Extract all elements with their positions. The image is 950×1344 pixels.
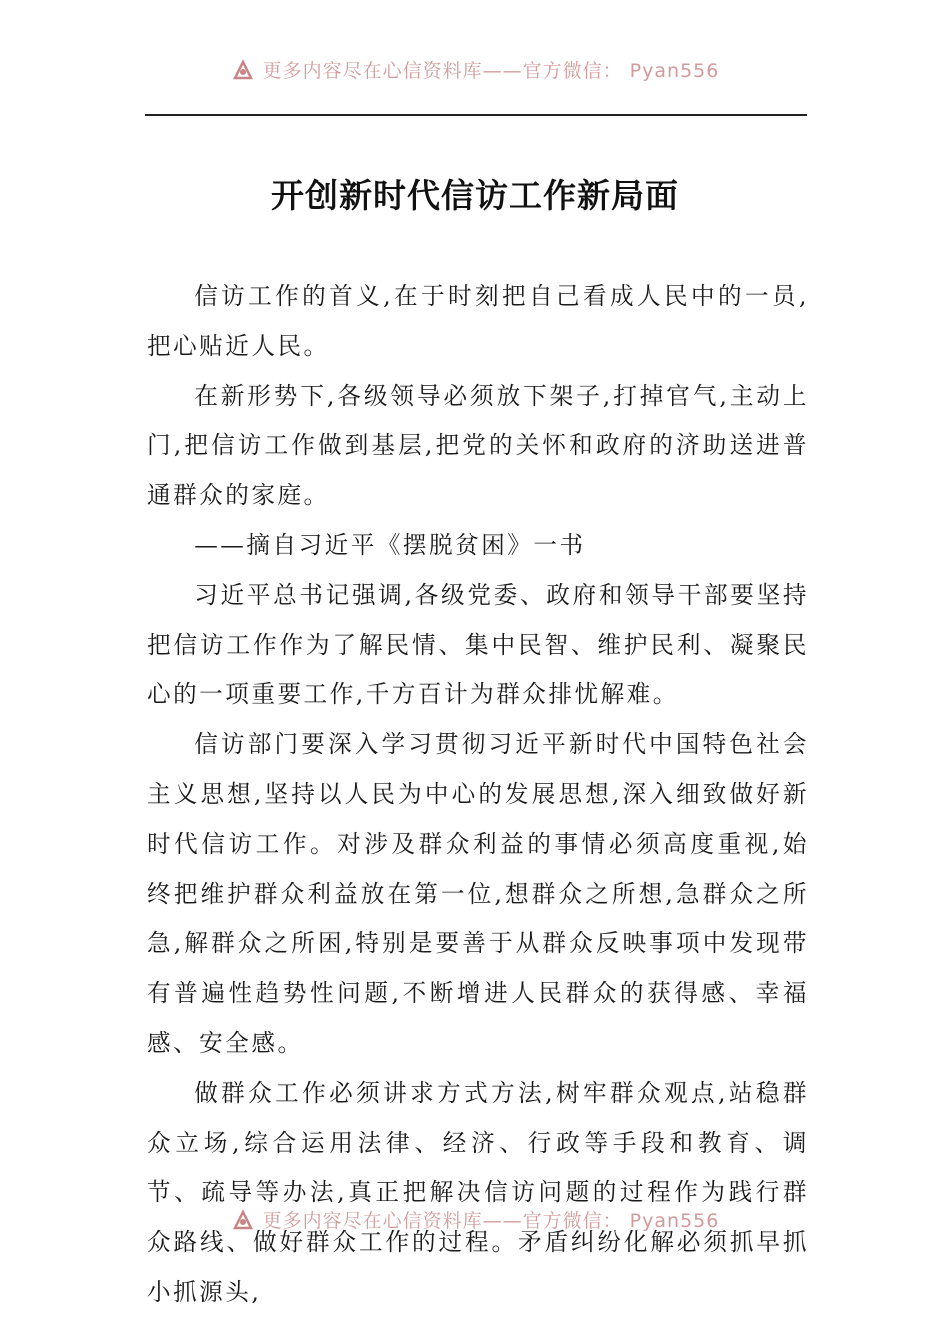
quote-source: ——摘自习近平《摆脱贫困》一书 — [194, 530, 586, 559]
document-title: 开创新时代信访工作新局面 — [271, 176, 679, 215]
watermark-text: 更多内容尽在心信资料库——官方微信： Pyan556 — [262, 60, 720, 82]
paragraph: 信访工作的首义,在于时刻把自己看成人民中的一员,把心贴近人民。 — [147, 282, 809, 360]
paragraph: 做群众工作必须讲求方式方法,树牢群众观点,站稳群众立场,综合运用法律、经济、行政等手段和教育、调节、疏导等办法,真正把解决信访问题的过程作为践行群众路线、做好群众工作的过程。矛盾纠纷化解必须抓早抓小抓源头, — [147, 1078, 809, 1306]
header-rule — [145, 114, 807, 116]
paragraph: 信访部门要深入学习贯彻习近平新时代中国特色社会主义思想,坚持以人民为中心的发展思想,深入细致做好新时代信访工作。对涉及群众利益的事情必须高度重视,始终把维护群众利益放在第一位,想群众之所想,急群众之所急,解群众之所困,特别是要善于从群众反映事项中发现带有普遍性趋势性问题,不断增进人民群众的获得感、幸福感、安全感。 — [147, 730, 809, 1057]
watermark-logo-icon — [231, 1208, 255, 1232]
document-body — [147, 272, 809, 1318]
watermark-text: 更多内容尽在心信资料库——官方微信： Pyan556 — [262, 1210, 720, 1232]
paragraph: 在新形势下,各级领导必须放下架子,打掉官气,主动上门,把信访工作做到基层,把党的关怀和政府的济助送进普通群众的家庭。 — [147, 381, 809, 510]
header-watermark — [0, 56, 950, 83]
watermark-logo-icon — [231, 58, 255, 82]
footer-watermark — [0, 1206, 950, 1233]
paragraph: 习近平总书记强调,各级党委、政府和领导干部要坚持把信访工作作为了解民情、集中民智、维护民利、凝聚民心的一项重要工作,千方百计为群众排忧解难。 — [147, 580, 809, 709]
